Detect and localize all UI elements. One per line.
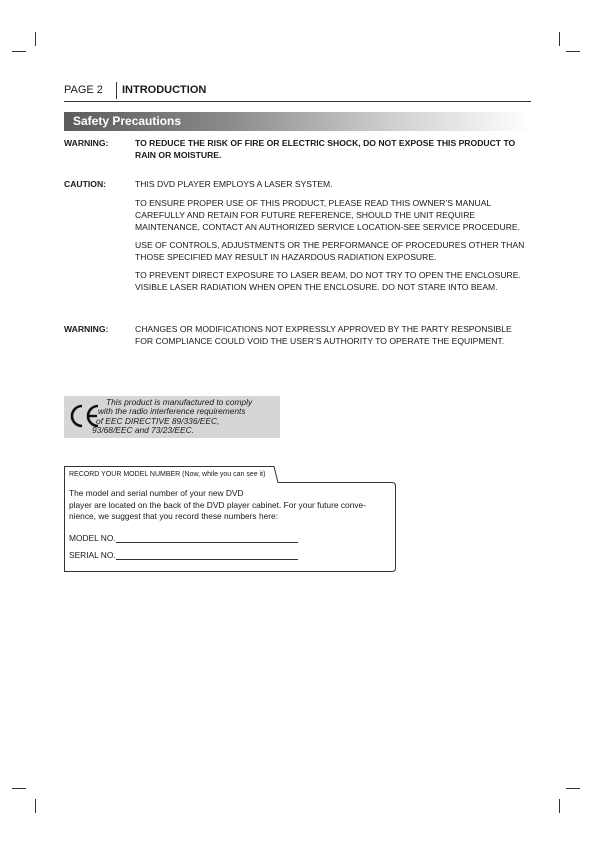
crop-mark <box>566 51 580 52</box>
crop-mark <box>566 788 580 789</box>
warning-label: WARNING: <box>64 138 109 148</box>
warning-modification-text: CHANGES OR MODIFICATIONS NOT EXPRESSLY APPROVED BY THE PARTY RESPONSIBLE FOR COMPLIANCE COULD VOID THE USER’S AUTHORITY TO OPERATE THE EQUIPMENT. <box>135 324 512 346</box>
crop-mark <box>12 51 26 52</box>
section-title: INTRODUCTION <box>122 84 207 96</box>
header-divider <box>116 82 117 99</box>
serial-number-line[interactable] <box>116 550 298 560</box>
record-line: nience, we suggest that you record these numbers here: <box>69 511 279 521</box>
crop-mark <box>35 799 36 813</box>
model-number-line[interactable] <box>116 533 298 543</box>
ce-line: This product is manufactured to comply <box>106 397 253 407</box>
caution-body <box>135 178 527 299</box>
banner-title: Safety Precautions <box>73 114 182 128</box>
record-line: player are located on the back of the DVD player cabinet. For your future conve- <box>69 499 367 510</box>
record-instructions <box>69 488 387 523</box>
page-header <box>64 83 531 102</box>
caution-paragraph: TO PREVENT DIRECT EXPOSURE TO LASER BEAM, DO NOT TRY TO OPEN THE ENCLOSURE. VISIBLE LASER RADIATION WHEN OPEN THE ENCLOSURE. DO NOT STARE INTO BEAM. <box>135 270 521 292</box>
ce-statement <box>92 398 277 436</box>
record-model-box <box>64 466 396 572</box>
crop-mark <box>559 799 560 813</box>
serial-number-field[interactable] <box>69 550 298 560</box>
caution-paragraph: THIS DVD PLAYER EMPLOYS A LASER SYSTEM. <box>135 179 333 189</box>
model-number-field[interactable] <box>69 533 298 543</box>
warning-label: WARNING: <box>64 324 109 334</box>
safety-banner <box>64 112 531 131</box>
serial-number-label: SERIAL NO. <box>69 550 116 560</box>
warning-rain-text: TO REDUCE THE RISK OF FIRE OR ELECTRIC SHOCK, DO NOT EXPOSE THIS PRODUCT TO RAIN OR MOISTURE. <box>135 138 516 160</box>
ce-line: with the radio interference requirements <box>98 406 246 417</box>
record-tab-title: RECORD YOUR MODEL NUMBER (Now, while you can see it) <box>69 471 266 478</box>
crop-mark <box>559 32 560 46</box>
model-number-label: MODEL NO. <box>69 533 116 543</box>
caution-paragraph: TO ENSURE PROPER USE OF THIS PRODUCT, PLEASE READ THIS OWNER’S MANUAL CAREFULLY AND RETAIN FOR FUTURE REFERENCE, SHOULD THE UNIT REQUIRE MAINTENANCE, CONTACT AN AUTHORIZED SERVICE LOCATION-SEE SERVICE PROCEDURE. <box>135 198 521 232</box>
ce-compliance-box <box>64 396 280 438</box>
ce-line: 93/68/EEC and 73/23/EEC. <box>92 425 194 436</box>
page-number: PAGE 2 <box>64 84 103 96</box>
record-line: The model and serial number of your new DVD <box>69 488 244 498</box>
crop-mark <box>12 788 26 789</box>
crop-mark <box>35 32 36 46</box>
ce-line: of EEC DIRECTIVE 89/336/EEC, <box>96 415 220 426</box>
caution-label: CAUTION: <box>64 179 107 189</box>
caution-paragraph: USE OF CONTROLS, ADJUSTMENTS OR THE PERFORMANCE OF PROCEDURES OTHER THAN THOSE SPECIFIED MAY RESULT IN HAZARDOUS RADIATION EXPOSURE. <box>135 240 525 262</box>
